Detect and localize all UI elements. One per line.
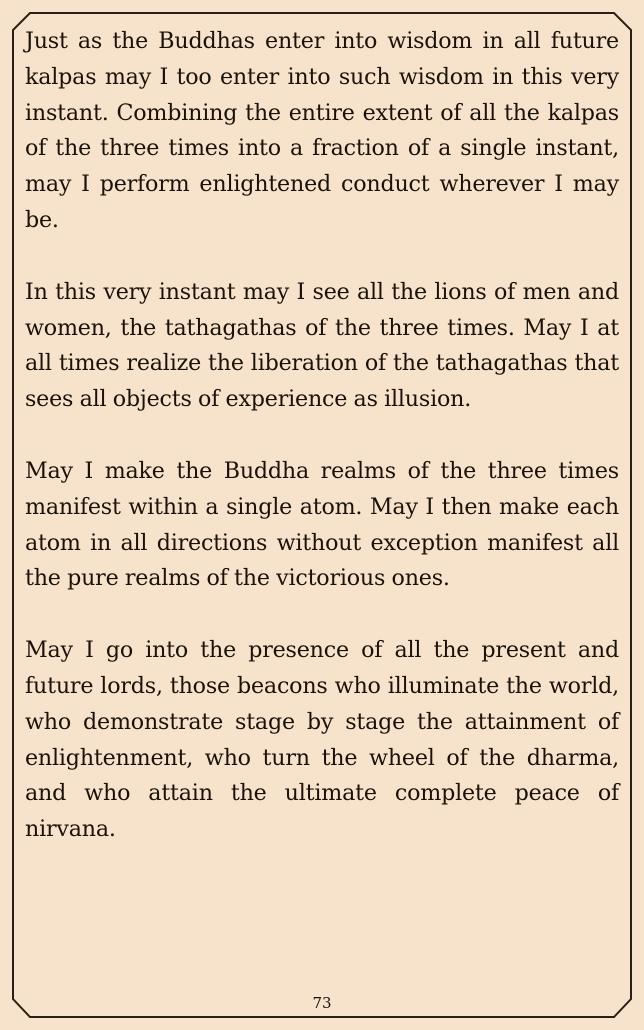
paragraph-2: In this very instant may I see all the lions of men and women, the tathagathas of the three times. May I at all times realize the liberation of the tathagathas that sees all objects of experience as illusion. bbox=[25, 278, 619, 413]
paragraph-1: Just as the Buddhas enter into wisdom in all future kalpas may I too enter into such wisdom in this very instant. Combining the entire extent of all the kalpas of the three times into a fraction of a single instant, may I perform enlightened conduct wherever I may be. bbox=[25, 28, 619, 233]
page-number: 73 bbox=[312, 994, 332, 1012]
paragraph-3: May I make the Buddha realms of the three times manifest within a single atom. May I then make each atom in all directions without exception manifest all the pure realms of the victorious ones. bbox=[25, 457, 619, 592]
text-body bbox=[25, 24, 619, 884]
paragraph-4: May I go into the presence of all the present and future lords, those beacons who illuminate the world, who demonstrate stage by stage the attainment of enlightenment, who turn the wheel of the dharma, and who attain the ultimate complete peace of nirvana. bbox=[25, 637, 619, 843]
